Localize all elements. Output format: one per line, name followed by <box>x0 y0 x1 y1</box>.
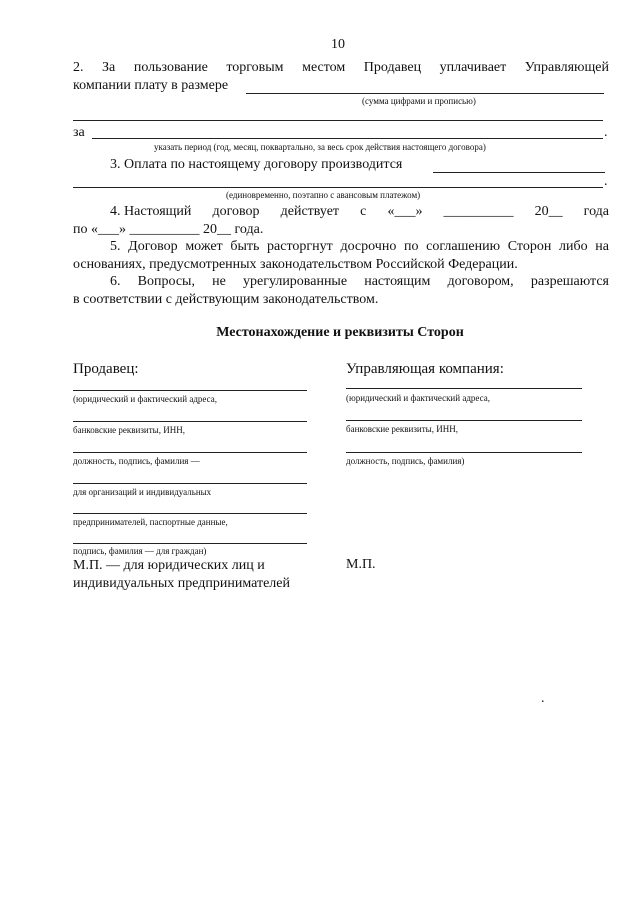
start-year-blank[interactable]: 20__ <box>534 204 563 219</box>
seller-field-3[interactable] <box>73 452 307 453</box>
amount-blank[interactable] <box>246 93 604 94</box>
clause-4-word: с <box>360 204 367 219</box>
page-number: 10 <box>331 37 345 52</box>
manager-hint-1: (юридический и фактический адреса, <box>346 393 490 403</box>
payment-end: . <box>604 174 608 189</box>
seller-heading: Продавец: <box>73 361 139 377</box>
manager-field-3[interactable] <box>346 452 582 453</box>
seller-stamp-line-1: М.П. — для юридических лиц и <box>73 558 265 573</box>
clause-4-word: договор <box>212 204 260 219</box>
clause-5-line-2: основаниях, предусмотренных законодательством Российской Федерации. <box>73 257 518 272</box>
manager-field-2[interactable] <box>346 420 582 421</box>
manager-stamp: М.П. <box>346 557 376 572</box>
seller-hint-2: банковские реквизиты, ИНН, <box>73 425 185 435</box>
manager-hint-2: банковские реквизиты, ИНН, <box>346 424 458 434</box>
payment-blank[interactable] <box>433 172 605 173</box>
manager-hint-3: должность, подпись, фамилия) <box>346 456 465 466</box>
seller-hint-3: должность, подпись, фамилия — <box>73 456 200 466</box>
clause-4-line-2: по «___» __________ 20__ года. <box>73 222 264 237</box>
seller-field-1[interactable] <box>73 390 307 391</box>
clause-2-line-2: компании плату в размере <box>73 78 229 93</box>
seller-stamp-line-2: индивидуальных предпринимателей <box>73 576 290 591</box>
seller-field-4[interactable] <box>73 483 307 484</box>
period-hint: указать период (год, месяц, поквартально, за весь срок действия настоящего договора) <box>154 142 486 152</box>
clause-3-line-1: 3. Оплата по настоящему договору производится <box>110 157 403 172</box>
period-blank[interactable] <box>92 138 603 139</box>
period-prefix: за <box>73 125 85 140</box>
manager-heading: Управляющая компания: <box>346 361 504 377</box>
start-day-blank[interactable]: «___» <box>387 204 423 219</box>
clause-4-word: действует <box>280 204 340 219</box>
clause-4-word: 4. Настоящий <box>110 204 192 219</box>
section-title: Местонахождение и реквизиты Сторон <box>216 325 464 340</box>
payment-hint: (единовременно, поэтапно с авансовым платежом) <box>226 190 421 200</box>
stray-mark: . <box>541 691 545 706</box>
period-end: . <box>604 125 608 140</box>
clause-4-word: года <box>583 204 609 219</box>
amount-hint: (сумма цифрами и прописью) <box>362 96 476 106</box>
clause-4-line-1 <box>110 203 609 221</box>
clause-2-line-1: 2. За пользование торговым местом Продавец уплачивает Управляющей <box>73 60 609 75</box>
clause-6-line-2: в соответствии с действующим законодательством. <box>73 292 379 307</box>
payment-blank-continued[interactable] <box>73 187 603 188</box>
clause-6-line-1: 6. Вопросы, не урегулированные настоящим договором, разрешаются <box>110 274 609 289</box>
seller-field-6[interactable] <box>73 543 307 544</box>
manager-field-1[interactable] <box>346 388 582 389</box>
amount-blank-continued[interactable] <box>73 120 603 121</box>
seller-hint-6: подпись, фамилия — для граждан) <box>73 546 207 556</box>
seller-hint-4: для организаций и индивидуальных <box>73 487 212 497</box>
seller-hint-1: (юридический и фактический адреса, <box>73 394 217 404</box>
seller-field-2[interactable] <box>73 421 307 422</box>
start-month-blank[interactable]: __________ <box>443 204 514 219</box>
clause-5-line-1: 5. Договор может быть расторгнут досрочно по соглашению Сторон либо на <box>110 239 609 254</box>
seller-hint-5: предпринимателей, паспортные данные, <box>73 517 228 527</box>
seller-field-5[interactable] <box>73 513 307 514</box>
